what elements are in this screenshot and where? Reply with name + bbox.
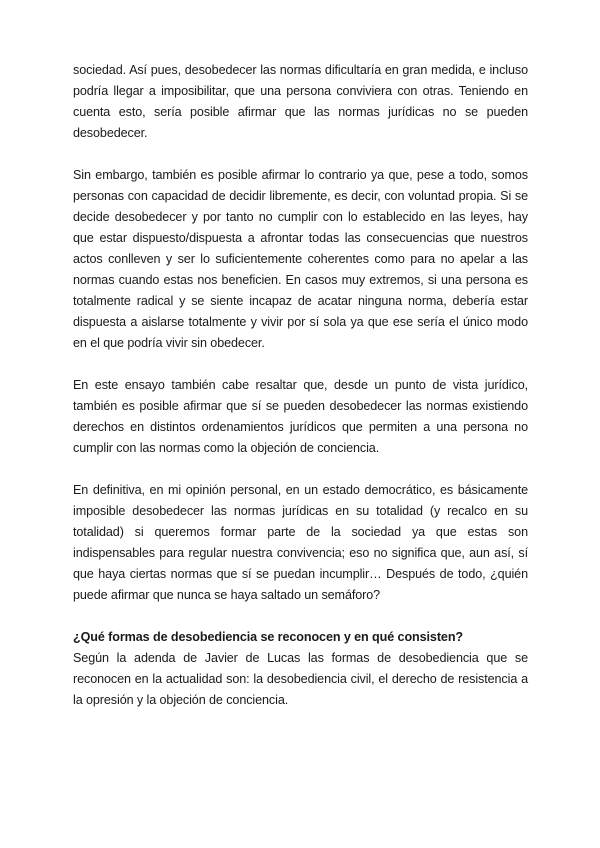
paragraph-2: Sin embargo, también es posible afirmar lo contrario ya que, pese a todo, somos personas con capacidad de decidir libremente, es decir, con voluntad propia. Si se decide desobedecer y por tanto no cumplir con lo establecido en las leyes, hay que estar dispuesto/dispuesta a afrontar todas las consecuencias que nuestros actos conlleven y ser lo suficientemente coherentes como para no apelar a las normas cuando estas nos beneficien. En casos muy extremos, si una persona es totalmente radical y se siente incapaz de acatar ninguna norma, debería estar dispuesta a aislarse totalmente y vivir por sí sola ya que ese sería el único modo en el que podría vivir sin obedecer. xyxy=(73,168,528,350)
section-heading: ¿Qué formas de desobediencia se reconocen y en qué consisten? xyxy=(73,630,464,644)
paragraph-gap xyxy=(73,459,528,480)
document-page xyxy=(73,60,528,711)
paragraph-gap xyxy=(73,606,528,627)
paragraph-gap xyxy=(73,144,528,165)
paragraph-1: sociedad. Así pues, desobedecer las normas dificultaría en gran medida, e incluso podría llegar a imposibilitar, que una persona conviviera con otras. Teniendo en cuenta esto, sería posible afirmar que las normas jurídicas no se pueden desobedecer. xyxy=(73,63,528,140)
paragraph-3: En este ensayo también cabe resaltar que, desde un punto de vista jurídico, también es posible afirmar que sí se pueden desobedecer las normas existiendo derechos en distintos ordenamientos jurídicos que permiten a una persona no cumplir con las normas como la objeción de conciencia. xyxy=(73,378,528,455)
paragraph-gap xyxy=(73,354,528,375)
section-paragraph: Según la adenda de Javier de Lucas las formas de desobediencia que se reconocen en la actualidad son: la desobediencia civil, el derecho de resistencia a la opresión y la objeción de conciencia. xyxy=(73,651,528,707)
paragraph-4: En definitiva, en mi opinión personal, en un estado democrático, es básicamente imposible desobedecer las normas jurídicas en su totalidad (y recalco en su totalidad) si queremos formar parte de la sociedad ya que estas son indispensables para regular nuestra convivencia; eso no significa que, aun así, sí que haya ciertas normas que sí se puedan incumplir… Después de todo, ¿quién puede afirmar que nunca se haya saltado un semáforo? xyxy=(73,483,528,602)
